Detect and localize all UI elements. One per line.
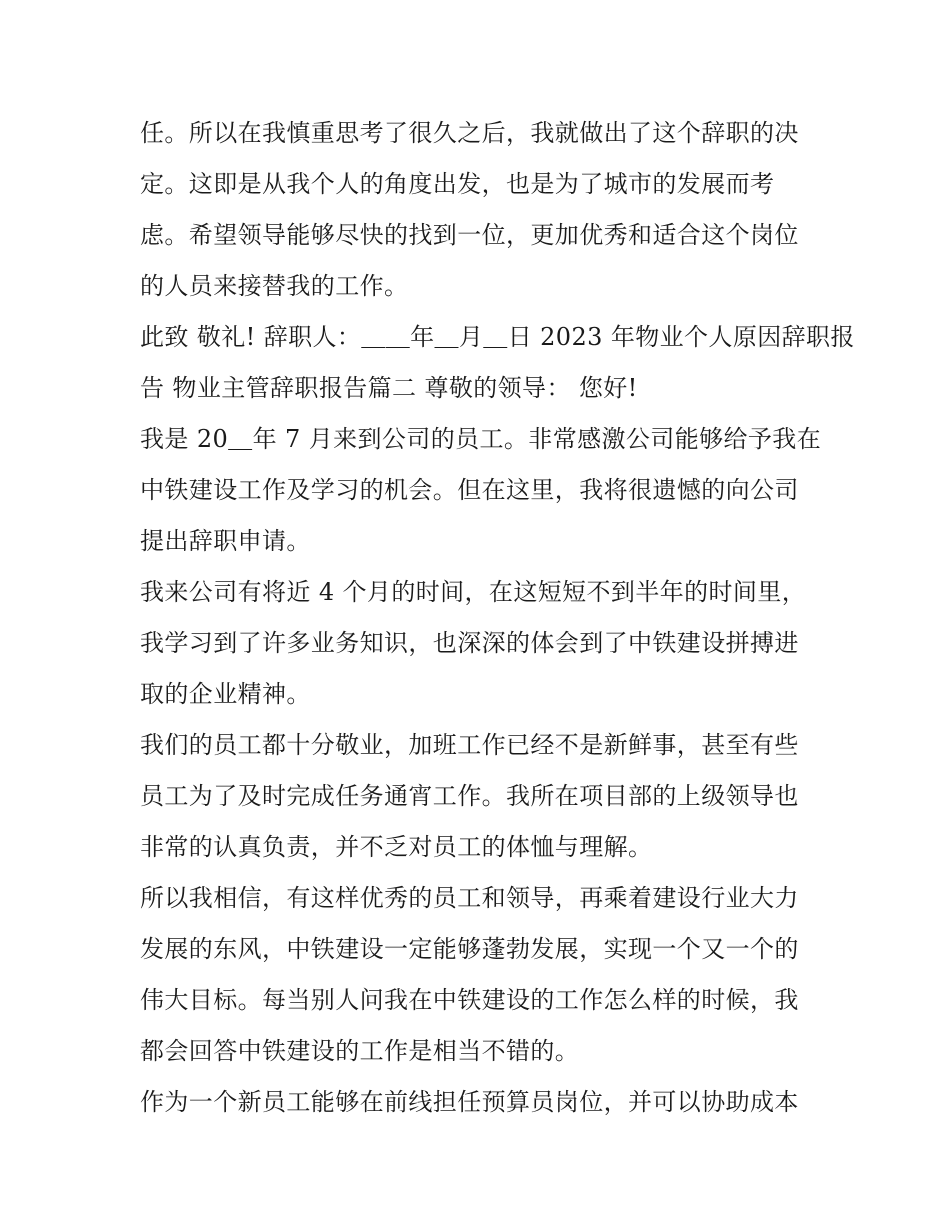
paragraph-resignation-reason <box>140 108 816 312</box>
text-line: 的人员来接替我的工作。 <box>140 272 409 300</box>
text-line: 作为一个新员工能够在前线担任预算员岗位，并可以协助成本 <box>140 1088 799 1116</box>
text-line: 我学习到了许多业务知识，也深深的体会到了中铁建设拼搏进 <box>140 629 799 657</box>
text-line: 所以我相信，有这样优秀的员工和领导，再乘着建设行业大力 <box>140 884 799 912</box>
text-line: 任。所以在我慎重思考了很久之后，我就做出了这个辞职的决 <box>140 119 799 147</box>
document-body <box>140 108 855 1128</box>
paragraph-introduction <box>140 414 822 567</box>
text-line: 此致 敬礼! 辞职人：＿＿年＿月＿日 2023 年物业个人原因辞职报 <box>140 323 855 351</box>
text-line: 员工为了及时完成任务通宵工作。我所在项目部的上级领导也 <box>140 782 799 810</box>
text-line: 我们的员工都十分敬业，加班工作已经不是新鲜事，甚至有些 <box>140 731 799 759</box>
text-line: 伟大目标。每当别人问我在中铁建设的工作怎么样的时候，我 <box>140 986 799 1014</box>
paragraph-colleagues <box>140 720 816 873</box>
text-line: 定。这即是从我个人的角度出发，也是为了城市的发展而考 <box>140 170 775 198</box>
text-line: 中铁建设工作及学习的机会。但在这里，我将很遗憾的向公司 <box>140 476 799 504</box>
text-line: 都会回答中铁建设的工作是相当不错的。 <box>140 1037 580 1065</box>
text-line: 虑。希望领导能够尽快的找到一位，更加优秀和适合这个岗位 <box>140 221 799 249</box>
text-line: 取的企业精神。 <box>140 680 311 708</box>
paragraph-closing-and-second-title <box>140 312 855 414</box>
text-line: 提出辞职申请。 <box>140 527 311 555</box>
paragraph-experience <box>140 567 816 720</box>
paragraph-new-employee <box>140 1077 816 1128</box>
text-line: 我来公司有将近 4 个月的时间，在这短短不到半年的时间里， <box>140 578 807 606</box>
text-line: 我是 20＿年 7 月来到公司的员工。非常感激公司能够给予我在 <box>140 425 822 453</box>
text-line: 非常的认真负责，并不乏对员工的体恤与理解。 <box>140 833 653 861</box>
paragraph-belief <box>140 873 816 1077</box>
text-line: 告 物业主管辞职报告篇二 尊敬的领导： 您好! <box>140 374 638 402</box>
text-line: 发展的东风，中铁建设一定能够蓬勃发展，实现一个又一个的 <box>140 935 799 963</box>
